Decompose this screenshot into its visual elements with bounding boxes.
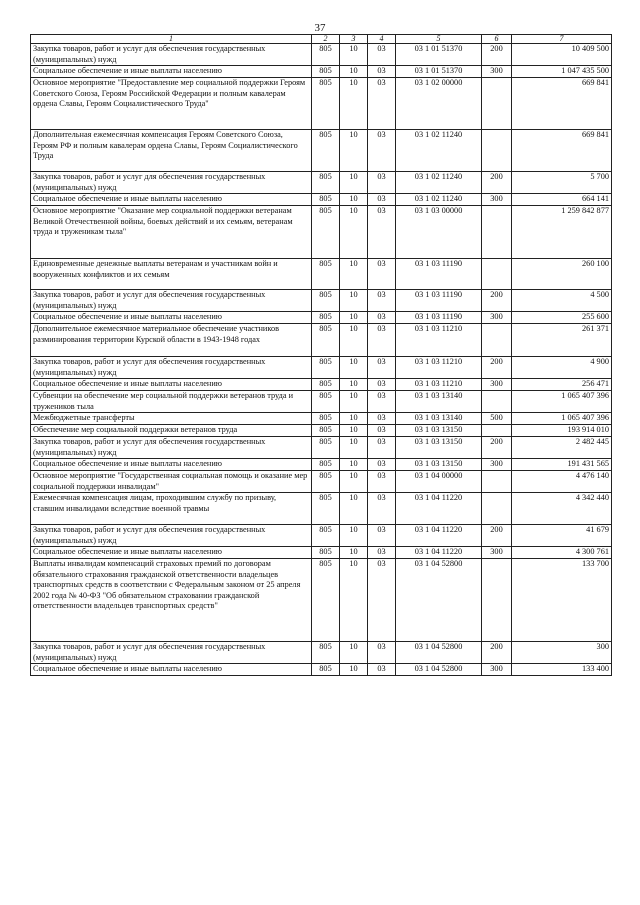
row-col4: 03 — [368, 78, 396, 130]
row-sum: 1 065 407 396 — [512, 413, 612, 425]
row-sum: 1 259 842 877 — [512, 206, 612, 259]
row-col6 — [482, 493, 512, 525]
row-col2: 805 — [312, 437, 340, 459]
row-col2: 805 — [312, 391, 340, 413]
row-col6: 300 — [482, 459, 512, 471]
row-col6 — [482, 471, 512, 493]
row-col5: 03 1 03 11190 — [396, 290, 482, 312]
row-col6: 200 — [482, 525, 512, 547]
table-row — [31, 547, 612, 559]
row-col3: 10 — [340, 664, 368, 676]
row-col2: 805 — [312, 425, 340, 437]
row-col2: 805 — [312, 559, 340, 642]
row-col3: 10 — [340, 413, 368, 425]
row-col5: 03 1 04 52800 — [396, 642, 482, 664]
row-col4: 03 — [368, 425, 396, 437]
row-col5: 03 1 03 13150 — [396, 459, 482, 471]
row-col5: 03 1 01 51370 — [396, 66, 482, 78]
row-col6: 500 — [482, 413, 512, 425]
table-row — [31, 559, 612, 642]
row-sum: 4 476 140 — [512, 471, 612, 493]
row-col6 — [482, 391, 512, 413]
header-cell: 5 — [396, 35, 482, 44]
row-col2: 805 — [312, 130, 340, 172]
row-col3: 10 — [340, 471, 368, 493]
row-sum: 664 141 — [512, 194, 612, 206]
row-name: Закупка товаров, работ и услуг для обеспечения государственных (муниципальных) нужд — [31, 437, 312, 459]
row-col3: 10 — [340, 66, 368, 78]
row-col5: 03 1 04 11220 — [396, 493, 482, 525]
row-col5: 03 1 03 13150 — [396, 437, 482, 459]
row-col4: 03 — [368, 324, 396, 357]
table-row — [31, 312, 612, 324]
row-col4: 03 — [368, 66, 396, 78]
row-sum: 1 047 435 500 — [512, 66, 612, 78]
row-sum: 1 065 407 396 — [512, 391, 612, 413]
table-row — [31, 391, 612, 413]
row-name: Закупка товаров, работ и услуг для обеспечения государственных (муниципальных) нужд — [31, 642, 312, 664]
row-col2: 805 — [312, 357, 340, 379]
row-sum: 669 841 — [512, 78, 612, 130]
row-col2: 805 — [312, 66, 340, 78]
row-name: Закупка товаров, работ и услуг для обеспечения государственных (муниципальных) нужд — [31, 172, 312, 194]
table-row — [31, 172, 612, 194]
row-col6 — [482, 259, 512, 290]
row-col5: 03 1 03 11210 — [396, 379, 482, 391]
table-row — [31, 324, 612, 357]
row-col3: 10 — [340, 194, 368, 206]
row-col6 — [482, 130, 512, 172]
row-name: Закупка товаров, работ и услуг для обеспечения государственных (муниципальных) нужд — [31, 290, 312, 312]
header-cell: 4 — [368, 35, 396, 44]
row-col6: 200 — [482, 290, 512, 312]
table-row — [31, 437, 612, 459]
row-col6 — [482, 78, 512, 130]
row-col3: 10 — [340, 206, 368, 259]
header-cell: 2 — [312, 35, 340, 44]
row-col5: 03 1 03 11210 — [396, 324, 482, 357]
row-col6: 200 — [482, 437, 512, 459]
row-name: Дополнительное ежемесячное материальное обеспечение участников разминирования территории Курской области в 1943-1948 годах — [31, 324, 312, 357]
row-col3: 10 — [340, 130, 368, 172]
row-col5: 03 1 04 11220 — [396, 525, 482, 547]
table-row — [31, 130, 612, 172]
row-col4: 03 — [368, 259, 396, 290]
row-col2: 805 — [312, 493, 340, 525]
row-col3: 10 — [340, 324, 368, 357]
row-col2: 805 — [312, 324, 340, 357]
row-col5: 03 1 03 11190 — [396, 312, 482, 324]
row-col2: 805 — [312, 194, 340, 206]
row-name: Социальное обеспечение и иные выплаты населению — [31, 459, 312, 471]
header-cell: 7 — [512, 35, 612, 44]
row-col2: 805 — [312, 664, 340, 676]
row-name: Основное мероприятие "Предоставление мер социальной поддержки Героям Советского Союза, Героям Российской Федерации и полным кавалерам ордена Славы, Героям Социалистического Труда" — [31, 78, 312, 130]
header-cell: 3 — [340, 35, 368, 44]
row-col3: 10 — [340, 459, 368, 471]
row-col4: 03 — [368, 664, 396, 676]
row-name: Социальное обеспечение и иные выплаты населению — [31, 194, 312, 206]
row-col2: 805 — [312, 172, 340, 194]
row-col3: 10 — [340, 559, 368, 642]
table-row — [31, 471, 612, 493]
table-row — [31, 206, 612, 259]
row-col6: 200 — [482, 172, 512, 194]
row-col2: 805 — [312, 525, 340, 547]
row-name: Социальное обеспечение и иные выплаты населению — [31, 379, 312, 391]
table-row — [31, 44, 612, 66]
table-row — [31, 290, 612, 312]
row-col4: 03 — [368, 471, 396, 493]
row-col3: 10 — [340, 493, 368, 525]
row-col5: 03 1 03 11210 — [396, 357, 482, 379]
row-sum: 5 700 — [512, 172, 612, 194]
row-col2: 805 — [312, 471, 340, 493]
row-sum: 669 841 — [512, 130, 612, 172]
row-col6: 300 — [482, 66, 512, 78]
row-name: Выплаты инвалидам компенсаций страховых премий по договорам обязательного страхования гражданской ответственности владельцев транспортных средств в соответствии с Федеральным законом от 25 апреля 2002 года № 40-ФЗ "Об обязательном страховании гражданской ответственности владельцев транспортных средств" — [31, 559, 312, 642]
row-col4: 03 — [368, 130, 396, 172]
row-col6: 300 — [482, 194, 512, 206]
table-row — [31, 459, 612, 471]
row-name: Социальное обеспечение и иные выплаты населению — [31, 312, 312, 324]
row-col6: 200 — [482, 44, 512, 66]
row-sum: 4 300 761 — [512, 547, 612, 559]
row-name: Межбюджетные трансферты — [31, 413, 312, 425]
table-row — [31, 66, 612, 78]
row-sum: 4 500 — [512, 290, 612, 312]
row-col4: 03 — [368, 413, 396, 425]
row-col6: 300 — [482, 547, 512, 559]
table-row — [31, 259, 612, 290]
row-col2: 805 — [312, 312, 340, 324]
row-col4: 03 — [368, 459, 396, 471]
table-row — [31, 493, 612, 525]
row-name: Единовременные денежные выплаты ветеранам и участникам войн и вооруженных конфликтов и их семьям — [31, 259, 312, 290]
row-name: Закупка товаров, работ и услуг для обеспечения государственных (муниципальных) нужд — [31, 44, 312, 66]
row-col6: 300 — [482, 379, 512, 391]
row-sum: 2 482 445 — [512, 437, 612, 459]
row-col4: 03 — [368, 559, 396, 642]
row-sum: 4 342 440 — [512, 493, 612, 525]
row-name: Обеспечение мер социальной поддержки ветеранов труда — [31, 425, 312, 437]
row-col3: 10 — [340, 312, 368, 324]
row-sum: 255 600 — [512, 312, 612, 324]
row-col4: 03 — [368, 547, 396, 559]
row-sum: 191 431 565 — [512, 459, 612, 471]
table-row — [31, 642, 612, 664]
row-col3: 10 — [340, 379, 368, 391]
row-name: Основное мероприятие "Государственная социальная помощь и оказание мер социальной поддержки инвалидам" — [31, 471, 312, 493]
row-col2: 805 — [312, 290, 340, 312]
header-cell: 6 — [482, 35, 512, 44]
row-col5: 03 1 04 52800 — [396, 559, 482, 642]
row-name: Закупка товаров, работ и услуг для обеспечения государственных (муниципальных) нужд — [31, 525, 312, 547]
row-name: Социальное обеспечение и иные выплаты населению — [31, 664, 312, 676]
row-sum: 10 409 500 — [512, 44, 612, 66]
table-row — [31, 194, 612, 206]
row-col2: 805 — [312, 206, 340, 259]
row-sum: 256 471 — [512, 379, 612, 391]
row-col2: 805 — [312, 259, 340, 290]
row-col4: 03 — [368, 44, 396, 66]
row-name: Основное мероприятие "Оказание мер социальной поддержки ветеранам Великой Отечественной войны, боевых действий и их семьям, ветеранам труда и труженикам тыла" — [31, 206, 312, 259]
row-col2: 805 — [312, 642, 340, 664]
budget-table — [30, 34, 612, 676]
row-sum: 260 100 — [512, 259, 612, 290]
row-col4: 03 — [368, 357, 396, 379]
row-col3: 10 — [340, 425, 368, 437]
row-sum: 300 — [512, 642, 612, 664]
row-col5: 03 1 03 00000 — [396, 206, 482, 259]
row-col6: 300 — [482, 312, 512, 324]
row-col4: 03 — [368, 525, 396, 547]
row-col3: 10 — [340, 290, 368, 312]
row-name: Субвенции на обеспечение мер социальной поддержки ветеранов труда и тружеников тыла — [31, 391, 312, 413]
row-col6: 200 — [482, 357, 512, 379]
row-name: Закупка товаров, работ и услуг для обеспечения государственных (муниципальных) нужд — [31, 357, 312, 379]
row-name: Социальное обеспечение и иные выплаты населению — [31, 66, 312, 78]
row-col4: 03 — [368, 493, 396, 525]
row-col6 — [482, 206, 512, 259]
row-col3: 10 — [340, 642, 368, 664]
row-col4: 03 — [368, 194, 396, 206]
row-col5: 03 1 02 11240 — [396, 194, 482, 206]
table-row — [31, 379, 612, 391]
row-col2: 805 — [312, 547, 340, 559]
row-col5: 03 1 02 00000 — [396, 78, 482, 130]
row-sum: 261 371 — [512, 324, 612, 357]
row-col2: 805 — [312, 44, 340, 66]
row-col5: 03 1 01 51370 — [396, 44, 482, 66]
row-col2: 805 — [312, 459, 340, 471]
row-name: Социальное обеспечение и иные выплаты населению — [31, 547, 312, 559]
row-col3: 10 — [340, 44, 368, 66]
row-sum: 193 914 010 — [512, 425, 612, 437]
row-col4: 03 — [368, 290, 396, 312]
row-col2: 805 — [312, 78, 340, 130]
header-row — [31, 35, 612, 44]
row-col3: 10 — [340, 525, 368, 547]
row-col3: 10 — [340, 78, 368, 130]
table-row — [31, 357, 612, 379]
row-col6: 300 — [482, 664, 512, 676]
row-col6: 200 — [482, 642, 512, 664]
row-col5: 03 1 04 52800 — [396, 664, 482, 676]
row-name: Дополнительная ежемесячная компенсация Героям Советского Союза, Героям РФ и полным кавалерам ордена Славы, Героям Социалистического Труда — [31, 130, 312, 172]
row-col6 — [482, 425, 512, 437]
row-col5: 03 1 03 13140 — [396, 413, 482, 425]
row-col3: 10 — [340, 391, 368, 413]
table-row — [31, 525, 612, 547]
row-col5: 03 1 04 11220 — [396, 547, 482, 559]
row-col5: 03 1 03 13140 — [396, 391, 482, 413]
row-col3: 10 — [340, 172, 368, 194]
table-row — [31, 78, 612, 130]
table-row — [31, 413, 612, 425]
row-col4: 03 — [368, 391, 396, 413]
table-row — [31, 664, 612, 676]
row-col4: 03 — [368, 642, 396, 664]
row-col4: 03 — [368, 206, 396, 259]
header-cell: 1 — [31, 35, 312, 44]
table-row — [31, 425, 612, 437]
page-number: 37 — [314, 22, 326, 34]
row-col2: 805 — [312, 379, 340, 391]
row-col4: 03 — [368, 312, 396, 324]
row-col5: 03 1 04 00000 — [396, 471, 482, 493]
row-col6 — [482, 559, 512, 642]
row-sum: 4 900 — [512, 357, 612, 379]
row-col2: 805 — [312, 413, 340, 425]
row-col3: 10 — [340, 259, 368, 290]
row-col5: 03 1 03 13150 — [396, 425, 482, 437]
row-sum: 133 400 — [512, 664, 612, 676]
row-sum: 41 679 — [512, 525, 612, 547]
row-col5: 03 1 02 11240 — [396, 130, 482, 172]
row-col5: 03 1 02 11240 — [396, 172, 482, 194]
row-col3: 10 — [340, 437, 368, 459]
row-col4: 03 — [368, 379, 396, 391]
row-col3: 10 — [340, 547, 368, 559]
row-name: Ежемесячная компенсация лицам, проходившим службу по призыву, ставшим инвалидами вследствие военной травмы — [31, 493, 312, 525]
row-col4: 03 — [368, 437, 396, 459]
row-col5: 03 1 03 11190 — [396, 259, 482, 290]
row-col6 — [482, 324, 512, 357]
row-col3: 10 — [340, 357, 368, 379]
row-col4: 03 — [368, 172, 396, 194]
row-sum: 133 700 — [512, 559, 612, 642]
